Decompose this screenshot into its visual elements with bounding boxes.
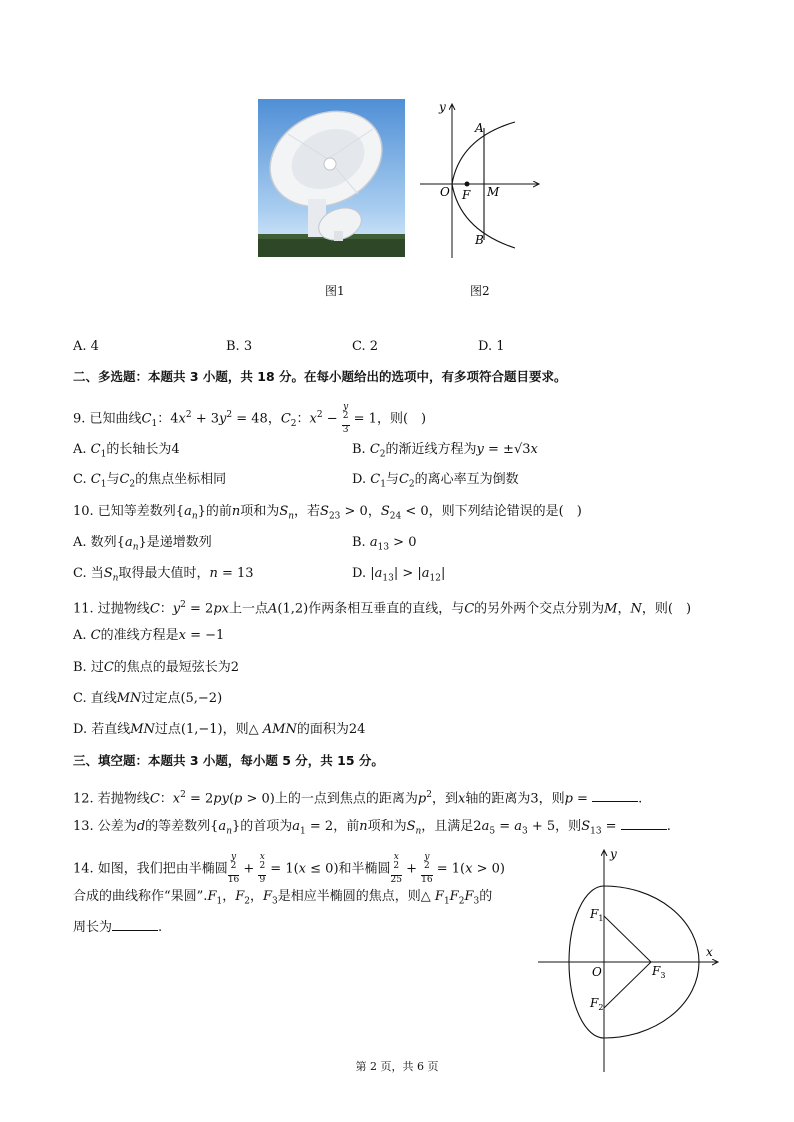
fig14-label-o: O (592, 965, 602, 979)
q9-option-c: C. $C_1$与$C_2$的焦点坐标相同 (73, 472, 227, 490)
q14-answer-blank[interactable] (112, 918, 158, 931)
page-footer: 第 2 页，共 6 页 (355, 1060, 439, 1073)
q11-option-b: B. 过C的焦点的最短弦长为2 (73, 660, 240, 675)
q9-option-b: B. $C_2$的渐近线方程为y = ±√3x (352, 442, 538, 460)
fig2-label-b: B (475, 233, 484, 247)
fig2-label-m: M (487, 185, 500, 199)
fig2-label-o: O (440, 185, 450, 199)
figure-2-caption: 图2 (470, 284, 490, 298)
question-13: 13. 公差为d的等差数列$\{a_n\}$的首项为$a_1 = 2$，前n项和为$S_n$，且满足$2a_5 = a_3 + 5$，则$S_{13}$ = . (73, 819, 671, 837)
question-12: 12. 若抛物线C：$x^2 = 2py(p > 0)$上的一点到焦点的距离为$p^2$，到x轴的距离为3，则p = . (73, 790, 643, 807)
question-10: 10. 已知等差数列$\{a_n\}$的前n项和为$S_n$，若$S_{23} > 0$，$S_{24} < 0$，则下列结论错误的是( ) (73, 504, 582, 522)
q8-option-b: B. 3 (226, 339, 253, 354)
q8-option-d: D. 1 (478, 339, 505, 354)
q10-option-c: C. 当$S_n$取得最大值时，n = 13 (73, 566, 254, 584)
q13-answer-blank[interactable] (621, 817, 667, 830)
q12-answer-blank[interactable] (592, 789, 638, 802)
figure-1-photo (258, 99, 405, 257)
fig2-label-f: F (462, 188, 471, 202)
q10-option-d: D. $|a_{13}| > |a_{12}|$ (352, 566, 446, 584)
fig14-label-f2: $F_2$ (590, 996, 604, 1012)
satellite-dish-image (258, 99, 405, 257)
question-14-line1: 14. 如图，我们把由半椭圆 y $^2$ 16 + x $^2$ 9 = 1(x ≤ 0)和半椭圆 x $^2$ 25 + y $^2$ 16 = 1(x > 0) (73, 852, 505, 885)
question-9: 9. 已知曲线$C_1$：$4x^2 + 3y^2 = 48$，$C_2$：$x^2$ − y $^2$ 3 = 1，则( ) (73, 402, 427, 435)
q9-option-d: D. $C_1$与$C_2$的离心率互为倒数 (352, 472, 519, 490)
fig2-label-a: A (475, 121, 484, 135)
fig14-label-f3: $F_3$ (652, 964, 666, 980)
section-3-header: 三、填空题：本题共 3 小题，每小题 5 分，共 15 分。 (73, 753, 384, 768)
q11-option-c: C. 直线MN过定点(5,−2) (73, 691, 223, 706)
fig14-label-x: x (706, 945, 713, 959)
figure-2-parabola (415, 98, 545, 263)
question-14-line2: 合成的曲线称作“果圆$”.F_1$，$F_2$，$F_3$是相应半椭圆的焦点，则△ $F_1F_2F_3$的 (73, 889, 493, 907)
fig14-label-f1: $F_1$ (590, 907, 604, 923)
fig14-segment-f1f3 (604, 916, 651, 962)
section-2-header: 二、多选题：本题共 3 小题，共 18 分。在每小题给出的选项中，有多项符合题目要求。 (73, 369, 567, 384)
fig2-focus-point (465, 182, 470, 187)
q10-option-a: A. 数列$\{a_n\}$是递增数列 (73, 535, 212, 553)
q10-option-b: B. $a_{13} > 0$ (352, 535, 417, 553)
q8-option-c: C. 2 (352, 339, 379, 354)
fig2-label-y: y (439, 100, 446, 114)
question-11: 11. 过抛物线C：$y^2 = 2px$上一点A(1,2)作两条相互垂直的直线，与C的另外两个交点分别为M，N，则( ) (73, 600, 692, 617)
q11-option-d: D. 若直线MN过点(1,−1)，则△ AMN的面积为24 (73, 722, 366, 737)
q8-option-a: A. 4 (73, 339, 99, 354)
q9-option-a: A. $C_1$的长轴长为4 (73, 442, 180, 460)
figure-q14-fruit-ellipse (534, 844, 724, 1076)
q11-option-a: A. C的准线方程是x = −1 (73, 628, 225, 643)
fig14-label-y: y (610, 847, 617, 861)
figure-1-caption: 图1 (325, 284, 345, 298)
fig14-segment-f2f3 (604, 962, 651, 1008)
question-14-line3: 周长为 . (73, 920, 163, 935)
